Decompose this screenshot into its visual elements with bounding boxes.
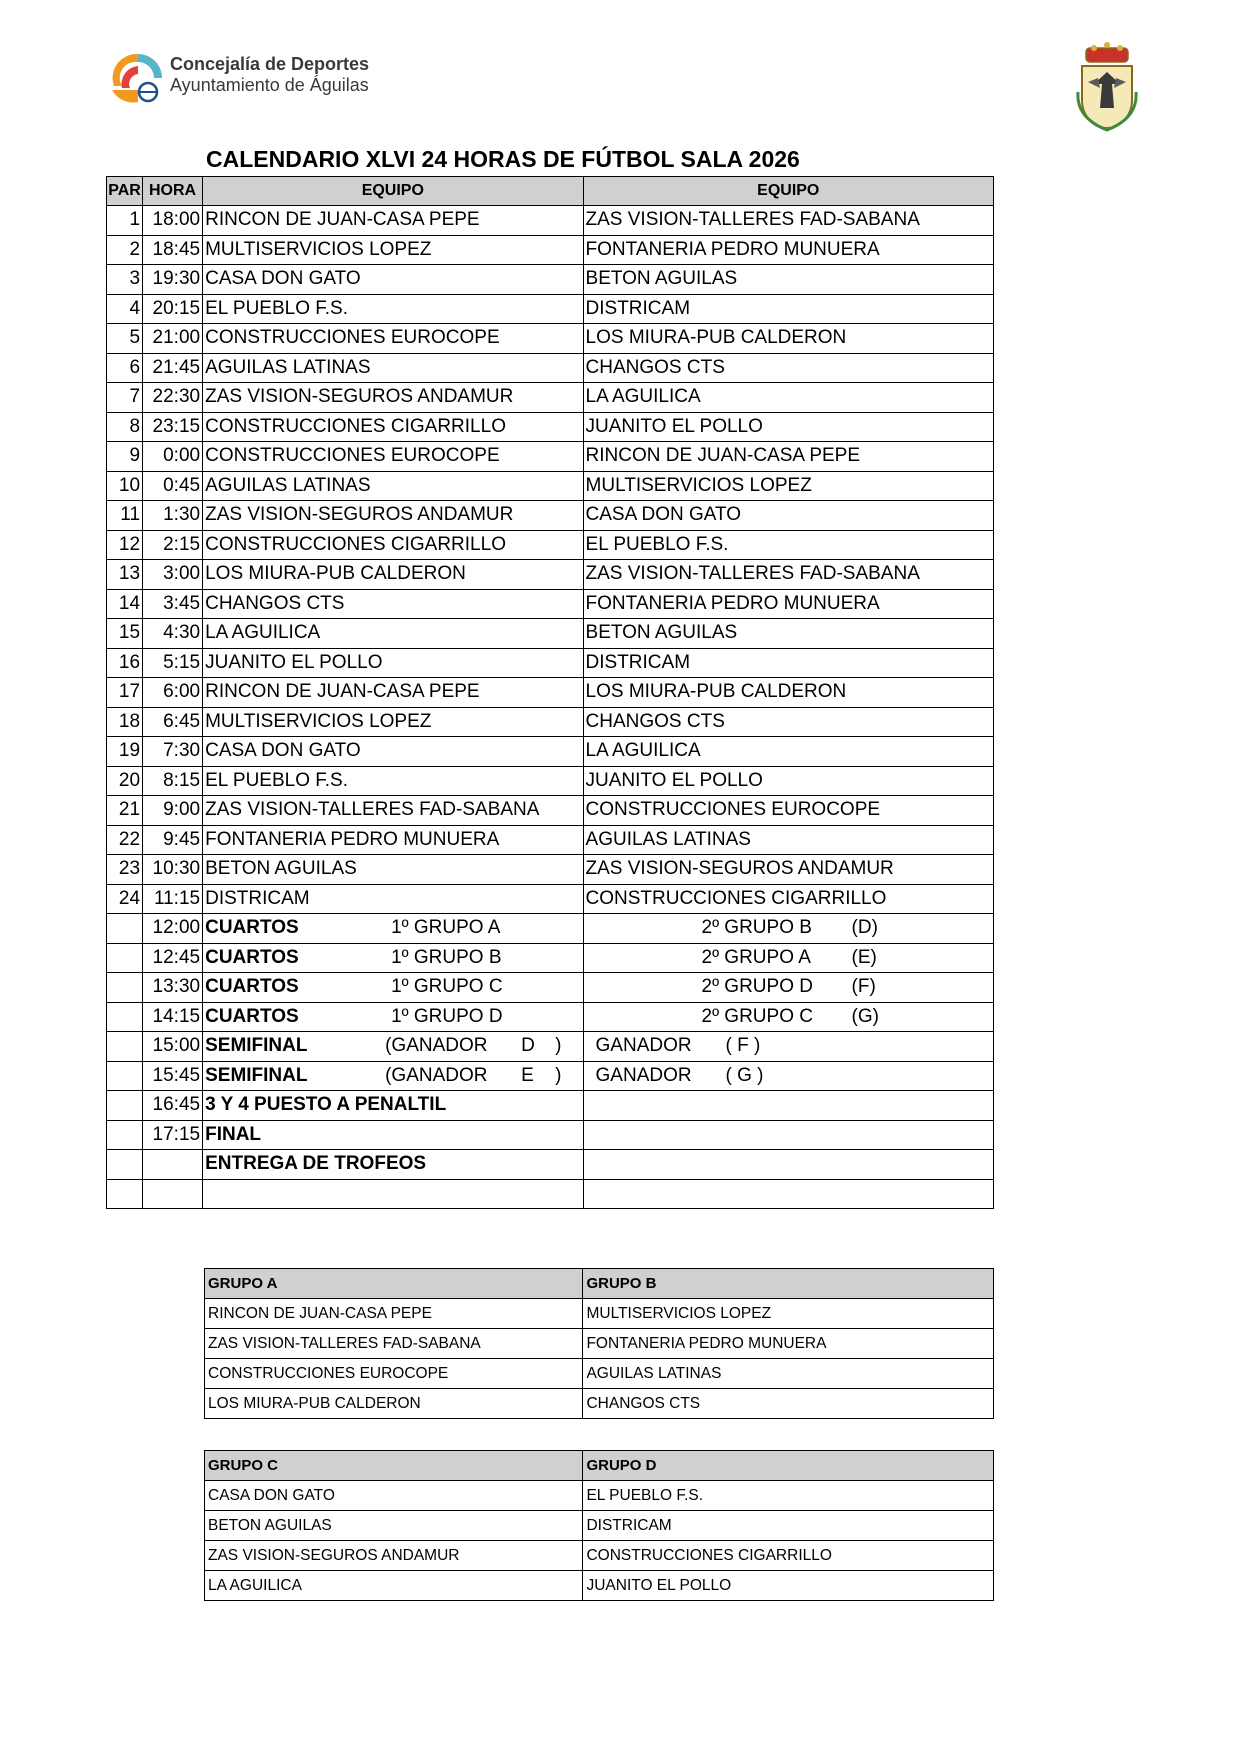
- match-number: 22: [107, 825, 143, 855]
- match-number: 2: [107, 235, 143, 265]
- match-row: [107, 471, 994, 501]
- match-row: [107, 206, 994, 236]
- semifinal-row: [107, 1061, 994, 1091]
- seed-left: 1º GRUPO B: [391, 946, 502, 968]
- away-team: ZAS VISION-SEGUROS ANDAMUR: [583, 855, 993, 885]
- match-number: 10: [107, 471, 143, 501]
- logo-subtitle: Ayuntamiento de Águilas: [170, 75, 369, 95]
- empty-cell: [583, 1091, 993, 1121]
- away-team: BETON AGUILAS: [583, 619, 993, 649]
- seed-left: 1º GRUPO C: [391, 976, 503, 997]
- match-time: 9:45: [143, 825, 203, 855]
- home-team: EL PUEBLO F.S.: [203, 766, 583, 796]
- group-team-left: RINCON DE JUAN-CASA PEPE: [205, 1299, 583, 1329]
- match-time: 3:45: [143, 589, 203, 619]
- home-team: CASA DON GATO: [203, 265, 583, 295]
- match-time: 7:30: [143, 737, 203, 767]
- away-team: LA AGUILICA: [583, 383, 993, 413]
- match-time: 21:00: [143, 324, 203, 354]
- match-number: 17: [107, 678, 143, 708]
- quarterfinal-left: [203, 943, 583, 973]
- match-time: 13:30: [143, 973, 203, 1003]
- final-row: [107, 1120, 994, 1150]
- away-team: CHANGOS CTS: [583, 353, 993, 383]
- away-team: FONTANERIA PEDRO MUNUERA: [583, 235, 993, 265]
- group-team-right: EL PUEBLO F.S.: [583, 1481, 994, 1511]
- quarterfinal-row: [107, 1002, 994, 1032]
- match-number: 14: [107, 589, 143, 619]
- away-team: CONSTRUCCIONES CIGARRILLO: [583, 884, 993, 914]
- match-number: 18: [107, 707, 143, 737]
- match-time: [143, 1150, 203, 1180]
- match-number: [107, 973, 143, 1003]
- away-team: ZAS VISION-TALLERES FAD-SABANA: [583, 206, 993, 236]
- match-time: 11:15: [143, 884, 203, 914]
- away-team: JUANITO EL POLLO: [583, 766, 993, 796]
- match-number: 11: [107, 501, 143, 531]
- par-header: PAR: [107, 177, 143, 206]
- match-number: 15: [107, 619, 143, 649]
- group-team-right: MULTISERVICIOS LOPEZ: [583, 1299, 994, 1329]
- match-row: [107, 324, 994, 354]
- match-number: 21: [107, 796, 143, 826]
- group-b-header: GRUPO B: [583, 1269, 994, 1299]
- group-team-left: BETON AGUILAS: [205, 1511, 583, 1541]
- match-number: [107, 914, 143, 944]
- group-row: [205, 1329, 994, 1359]
- match-number: [107, 1002, 143, 1032]
- quarterfinal-right: [583, 914, 993, 944]
- winner-code: (D): [851, 917, 878, 938]
- winner-label: GANADOR: [595, 1035, 692, 1056]
- winner-close: ): [555, 1064, 562, 1086]
- home-team: EL PUEBLO F.S.: [203, 294, 583, 324]
- away-team: BETON AGUILAS: [583, 265, 993, 295]
- match-row: [107, 766, 994, 796]
- match-time: 12:45: [143, 943, 203, 973]
- winner-label: (GANADOR: [385, 1035, 488, 1056]
- match-number: [107, 1061, 143, 1091]
- seed-left: 1º GRUPO D: [391, 1005, 503, 1027]
- empty-cell: [583, 1179, 993, 1209]
- home-team: RINCON DE JUAN-CASA PEPE: [203, 206, 583, 236]
- home-team: MULTISERVICIOS LOPEZ: [203, 707, 583, 737]
- match-row: [107, 353, 994, 383]
- match-row: [107, 235, 994, 265]
- match-time: 6:00: [143, 678, 203, 708]
- home-team: BETON AGUILAS: [203, 855, 583, 885]
- away-team: CONSTRUCCIONES EUROCOPE: [583, 796, 993, 826]
- group-team-left: LA AGUILICA: [205, 1571, 583, 1601]
- page-title: CALENDARIO XLVI 24 HORAS DE FÚTBOL SALA 2026: [206, 146, 800, 172]
- groups-ab-header-row: [205, 1269, 994, 1299]
- home-team: ZAS VISION-TALLERES FAD-SABANA: [203, 796, 583, 826]
- away-team: DISTRICAM: [583, 648, 993, 678]
- match-row: [107, 265, 994, 295]
- match-number: [107, 943, 143, 973]
- logo-title: Concejalía de Deportes: [170, 54, 370, 74]
- quarterfinal-left: [203, 1002, 583, 1032]
- away-team: CASA DON GATO: [583, 501, 993, 531]
- phase-label: SEMIFINAL: [205, 1035, 308, 1056]
- final-row: [107, 1091, 994, 1121]
- semifinal-right: [583, 1061, 993, 1091]
- group-d-header: GRUPO D: [583, 1451, 994, 1481]
- final-label: 3 Y 4 PUESTO A PENALTIL: [203, 1091, 583, 1121]
- home-team: LOS MIURA-PUB CALDERON: [203, 560, 583, 590]
- home-team: CHANGOS CTS: [203, 589, 583, 619]
- away-team: MULTISERVICIOS LOPEZ: [583, 471, 993, 501]
- away-team: LA AGUILICA: [583, 737, 993, 767]
- match-row: [107, 796, 994, 826]
- seed-right: 2º GRUPO D: [701, 976, 813, 997]
- match-number: 7: [107, 383, 143, 413]
- semifinal-right: [583, 1032, 993, 1062]
- group-team-left: ZAS VISION-TALLERES FAD-SABANA: [205, 1329, 583, 1359]
- group-row: [205, 1571, 994, 1601]
- coat-of-arms-icon: [1072, 42, 1142, 134]
- quarterfinal-right: [583, 1002, 993, 1032]
- home-team: LA AGUILICA: [203, 619, 583, 649]
- match-number: 9: [107, 442, 143, 472]
- group-row: [205, 1541, 994, 1571]
- match-number: 16: [107, 648, 143, 678]
- away-team: RINCON DE JUAN-CASA PEPE: [583, 442, 993, 472]
- away-team: AGUILAS LATINAS: [583, 825, 993, 855]
- home-team: CONSTRUCCIONES EUROCOPE: [203, 442, 583, 472]
- match-time: 18:00: [143, 206, 203, 236]
- group-team-right: CONSTRUCCIONES CIGARRILLO: [583, 1541, 994, 1571]
- match-number: 13: [107, 560, 143, 590]
- winner-close: ): [555, 1035, 562, 1056]
- seed-left: 1º GRUPO A: [391, 917, 501, 938]
- match-time: 21:45: [143, 353, 203, 383]
- match-time: 6:45: [143, 707, 203, 737]
- equipo1-header: EQUIPO: [203, 177, 583, 206]
- match-time: 12:00: [143, 914, 203, 944]
- away-team: EL PUEBLO F.S.: [583, 530, 993, 560]
- group-row: [205, 1299, 994, 1329]
- group-team-right: AGUILAS LATINAS: [583, 1359, 994, 1389]
- group-team-right: FONTANERIA PEDRO MUNUERA: [583, 1329, 994, 1359]
- group-team-left: ZAS VISION-SEGUROS ANDAMUR: [205, 1541, 583, 1571]
- group-team-left: CONSTRUCCIONES EUROCOPE: [205, 1359, 583, 1389]
- home-team: ZAS VISION-SEGUROS ANDAMUR: [203, 383, 583, 413]
- match-row: [107, 589, 994, 619]
- seed-right: 2º GRUPO B: [701, 917, 812, 938]
- winner-code: (F): [851, 976, 876, 997]
- match-row: [107, 501, 994, 531]
- group-row: [205, 1359, 994, 1389]
- match-time: 4:30: [143, 619, 203, 649]
- match-time: 14:15: [143, 1002, 203, 1032]
- match-time: 3:00: [143, 560, 203, 590]
- match-number: 4: [107, 294, 143, 324]
- match-number: 8: [107, 412, 143, 442]
- away-team: CHANGOS CTS: [583, 707, 993, 737]
- match-row: [107, 442, 994, 472]
- match-row: [107, 707, 994, 737]
- group-team-right: JUANITO EL POLLO: [583, 1571, 994, 1601]
- match-time: 9:00: [143, 796, 203, 826]
- winner-label: (GANADOR: [385, 1064, 488, 1086]
- match-row: [107, 678, 994, 708]
- match-number: 1: [107, 206, 143, 236]
- match-time: 23:15: [143, 412, 203, 442]
- quarterfinal-row: [107, 943, 994, 973]
- group-row: [205, 1389, 994, 1419]
- phase-label: CUARTOS: [205, 946, 299, 968]
- home-team: CONSTRUCCIONES CIGARRILLO: [203, 530, 583, 560]
- match-number: [107, 1150, 143, 1180]
- quarterfinal-left: [203, 914, 583, 944]
- group-team-left: LOS MIURA-PUB CALDERON: [205, 1389, 583, 1419]
- home-team: AGUILAS LATINAS: [203, 471, 583, 501]
- empty-cell: [583, 1120, 993, 1150]
- match-row: [107, 884, 994, 914]
- semifinal-left: [203, 1032, 583, 1062]
- winner-code: (G): [851, 1005, 879, 1027]
- away-team: DISTRICAM: [583, 294, 993, 324]
- groups-cd-header-row: [205, 1451, 994, 1481]
- home-team: CASA DON GATO: [203, 737, 583, 767]
- quarterfinal-right: [583, 973, 993, 1003]
- home-team: AGUILAS LATINAS: [203, 353, 583, 383]
- match-row: [107, 294, 994, 324]
- hora-header: HORA: [143, 177, 203, 206]
- match-time: 17:15: [143, 1120, 203, 1150]
- match-number: 3: [107, 265, 143, 295]
- match-row: [107, 737, 994, 767]
- match-number: 6: [107, 353, 143, 383]
- away-team: FONTANERIA PEDRO MUNUERA: [583, 589, 993, 619]
- home-team: CONSTRUCCIONES CIGARRILLO: [203, 412, 583, 442]
- away-team: ZAS VISION-TALLERES FAD-SABANA: [583, 560, 993, 590]
- match-time: 8:15: [143, 766, 203, 796]
- group-team-right: CHANGOS CTS: [583, 1389, 994, 1419]
- match-row: [107, 648, 994, 678]
- group-row: [205, 1511, 994, 1541]
- winner-label: GANADOR: [595, 1064, 692, 1086]
- group-team-left: CASA DON GATO: [205, 1481, 583, 1511]
- equipo2-header: EQUIPO: [583, 177, 993, 206]
- schedule-header-row: [107, 177, 994, 206]
- match-time: 15:00: [143, 1032, 203, 1062]
- match-number: [107, 1032, 143, 1062]
- match-time: 5:15: [143, 648, 203, 678]
- groups-ab-table: [204, 1268, 994, 1419]
- match-time: 1:30: [143, 501, 203, 531]
- schedule-table: [106, 176, 994, 1209]
- match-number: 23: [107, 855, 143, 885]
- winner-code: ( F ): [725, 1035, 761, 1056]
- phase-label: CUARTOS: [205, 976, 299, 997]
- match-time: 22:30: [143, 383, 203, 413]
- group-team-right: DISTRICAM: [583, 1511, 994, 1541]
- match-number: 19: [107, 737, 143, 767]
- final-row: [107, 1150, 994, 1180]
- home-team: RINCON DE JUAN-CASA PEPE: [203, 678, 583, 708]
- sports-council-logo-icon: [108, 48, 164, 104]
- match-time: 10:30: [143, 855, 203, 885]
- home-team: MULTISERVICIOS LOPEZ: [203, 235, 583, 265]
- match-row: [107, 530, 994, 560]
- away-team: LOS MIURA-PUB CALDERON: [583, 324, 993, 354]
- home-team: CONSTRUCCIONES EUROCOPE: [203, 324, 583, 354]
- home-team: DISTRICAM: [203, 884, 583, 914]
- winner-code: D: [521, 1035, 535, 1056]
- quarterfinal-left: [203, 973, 583, 1003]
- semifinal-left: [203, 1061, 583, 1091]
- match-row: [107, 383, 994, 413]
- seed-right: 2º GRUPO A: [701, 946, 811, 968]
- final-label: FINAL: [203, 1120, 583, 1150]
- quarterfinal-right: [583, 943, 993, 973]
- away-team: JUANITO EL POLLO: [583, 412, 993, 442]
- winner-code: ( G ): [725, 1064, 764, 1086]
- empty-row: [107, 1179, 994, 1209]
- match-number: 5: [107, 324, 143, 354]
- match-row: [107, 560, 994, 590]
- home-team: JUANITO EL POLLO: [203, 648, 583, 678]
- match-time: 15:45: [143, 1061, 203, 1091]
- phase-label: SEMIFINAL: [205, 1064, 308, 1086]
- group-row: [205, 1481, 994, 1511]
- match-time: 20:15: [143, 294, 203, 324]
- match-number: [107, 1091, 143, 1121]
- quarterfinal-row: [107, 973, 994, 1003]
- match-number: 24: [107, 884, 143, 914]
- phase-label: CUARTOS: [205, 917, 299, 938]
- match-number: 12: [107, 530, 143, 560]
- final-label: ENTREGA DE TROFEOS: [203, 1150, 583, 1180]
- concejalia-logo: [108, 48, 408, 104]
- empty-cell: [203, 1179, 583, 1209]
- match-row: [107, 619, 994, 649]
- match-number: 20: [107, 766, 143, 796]
- match-time: 19:30: [143, 265, 203, 295]
- semifinal-row: [107, 1032, 994, 1062]
- group-c-header: GRUPO C: [205, 1451, 583, 1481]
- winner-code: E: [521, 1064, 534, 1086]
- match-number: [107, 1120, 143, 1150]
- groups-cd-table: [204, 1450, 994, 1601]
- seed-right: 2º GRUPO C: [701, 1005, 813, 1027]
- match-time: 0:00: [143, 442, 203, 472]
- empty-cell: [143, 1179, 203, 1209]
- match-time: 2:15: [143, 530, 203, 560]
- match-time: 16:45: [143, 1091, 203, 1121]
- phase-label: CUARTOS: [205, 1005, 299, 1027]
- match-time: 18:45: [143, 235, 203, 265]
- group-a-header: GRUPO A: [205, 1269, 583, 1299]
- home-team: ZAS VISION-SEGUROS ANDAMUR: [203, 501, 583, 531]
- match-row: [107, 825, 994, 855]
- quarterfinal-row: [107, 914, 994, 944]
- winner-code: (E): [851, 946, 877, 968]
- empty-cell: [107, 1179, 143, 1209]
- away-team: LOS MIURA-PUB CALDERON: [583, 678, 993, 708]
- home-team: FONTANERIA PEDRO MUNUERA: [203, 825, 583, 855]
- empty-cell: [583, 1150, 993, 1180]
- match-row: [107, 855, 994, 885]
- match-row: [107, 412, 994, 442]
- match-time: 0:45: [143, 471, 203, 501]
